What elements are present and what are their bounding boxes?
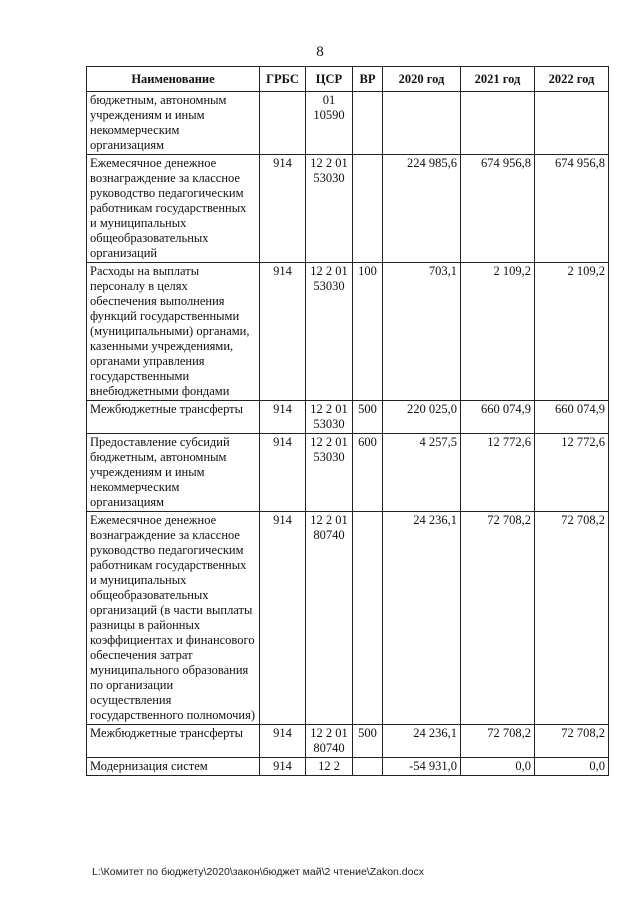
table-row (87, 92, 609, 155)
row-vr (353, 155, 383, 263)
row-csr: 12 2 (306, 758, 353, 776)
header-2020: 2020 год (383, 67, 461, 92)
row-2020: 224 985,6 (383, 155, 461, 263)
header-2021: 2021 год (461, 67, 535, 92)
row-2021: 0,0 (461, 758, 535, 776)
table-row (87, 263, 609, 401)
row-name: Межбюджетные трансферты (87, 725, 260, 758)
row-grbs: 914 (260, 758, 306, 776)
row-vr: 500 (353, 401, 383, 434)
table-row (87, 401, 609, 434)
row-2022: 72 708,2 (535, 512, 609, 725)
row-2021: 660 074,9 (461, 401, 535, 434)
row-2022: 2 109,2 (535, 263, 609, 401)
page-number: 8 (316, 44, 324, 60)
row-csr: 12 2 01 80740 (306, 725, 353, 758)
row-2022: 660 074,9 (535, 401, 609, 434)
row-name: Ежемесячное денежное вознаграждение за классное руководство педагогическим работникам государственных и муниципальных общеобразовательных организаций (в части выплаты разницы в районных коэффициентах и финансового обеспечения затрат муниципального образования по организации осуществления государственного полномочия) (87, 512, 260, 725)
row-2022: 0,0 (535, 758, 609, 776)
row-grbs: 914 (260, 434, 306, 512)
row-csr: 12 2 01 80740 (306, 512, 353, 725)
row-csr: 01 10590 (306, 92, 353, 155)
row-2020: 24 236,1 (383, 725, 461, 758)
row-grbs: 914 (260, 263, 306, 401)
row-2022: 72 708,2 (535, 725, 609, 758)
row-2021: 674 956,8 (461, 155, 535, 263)
row-vr: 500 (353, 725, 383, 758)
row-csr: 12 2 01 53030 (306, 401, 353, 434)
table-header-row (87, 67, 609, 92)
row-grbs (260, 92, 306, 155)
row-grbs: 914 (260, 155, 306, 263)
header-2022: 2022 год (535, 67, 609, 92)
table-row (87, 434, 609, 512)
row-vr (353, 92, 383, 155)
row-2020 (383, 92, 461, 155)
row-vr (353, 758, 383, 776)
row-grbs: 914 (260, 401, 306, 434)
row-vr: 600 (353, 434, 383, 512)
row-csr: 12 2 01 53030 (306, 434, 353, 512)
row-2020: 703,1 (383, 263, 461, 401)
row-name: Предоставление субсидий бюджетным, автономным учреждениям и иным некоммерческим организациям (87, 434, 260, 512)
row-2022: 674 956,8 (535, 155, 609, 263)
row-vr (353, 512, 383, 725)
header-grbs: ГРБС (260, 67, 306, 92)
row-2021: 72 708,2 (461, 725, 535, 758)
row-name: Межбюджетные трансферты (87, 401, 260, 434)
row-2020: 24 236,1 (383, 512, 461, 725)
row-2021: 2 109,2 (461, 263, 535, 401)
header-vr: ВР (353, 67, 383, 92)
row-name: Ежемесячное денежное вознаграждение за классное руководство педагогическим работникам государственных и муниципальных общеобразовательных организаций (87, 155, 260, 263)
table-row (87, 725, 609, 758)
header-name: Наименование (87, 67, 260, 92)
row-2020: -54 931,0 (383, 758, 461, 776)
row-csr: 12 2 01 53030 (306, 263, 353, 401)
row-2020: 220 025,0 (383, 401, 461, 434)
row-2021 (461, 92, 535, 155)
budget-table (86, 66, 609, 776)
row-2021: 12 772,6 (461, 434, 535, 512)
row-grbs: 914 (260, 512, 306, 725)
table-row (87, 512, 609, 725)
header-csr: ЦСР (306, 67, 353, 92)
row-csr: 12 2 01 53030 (306, 155, 353, 263)
row-name: Модернизация систем (87, 758, 260, 776)
row-name: Расходы на выплаты персоналу в целях обеспечения выполнения функций государственными (муниципальными) органами, казенными учреждениями, органами управления государственными внебюджетными фондами (87, 263, 260, 401)
row-2022: 12 772,6 (535, 434, 609, 512)
row-2021: 72 708,2 (461, 512, 535, 725)
row-2020: 4 257,5 (383, 434, 461, 512)
row-vr: 100 (353, 263, 383, 401)
row-name: бюджетным, автономным учреждениям и иным некоммерческим организациям (87, 92, 260, 155)
table-row (87, 155, 609, 263)
footer-file-path: L:\Комитет по бюджету\2020\закон\бюджет май\2 чтение\Zakon.docx (92, 866, 424, 878)
table-row (87, 758, 609, 776)
row-grbs: 914 (260, 725, 306, 758)
row-2022 (535, 92, 609, 155)
